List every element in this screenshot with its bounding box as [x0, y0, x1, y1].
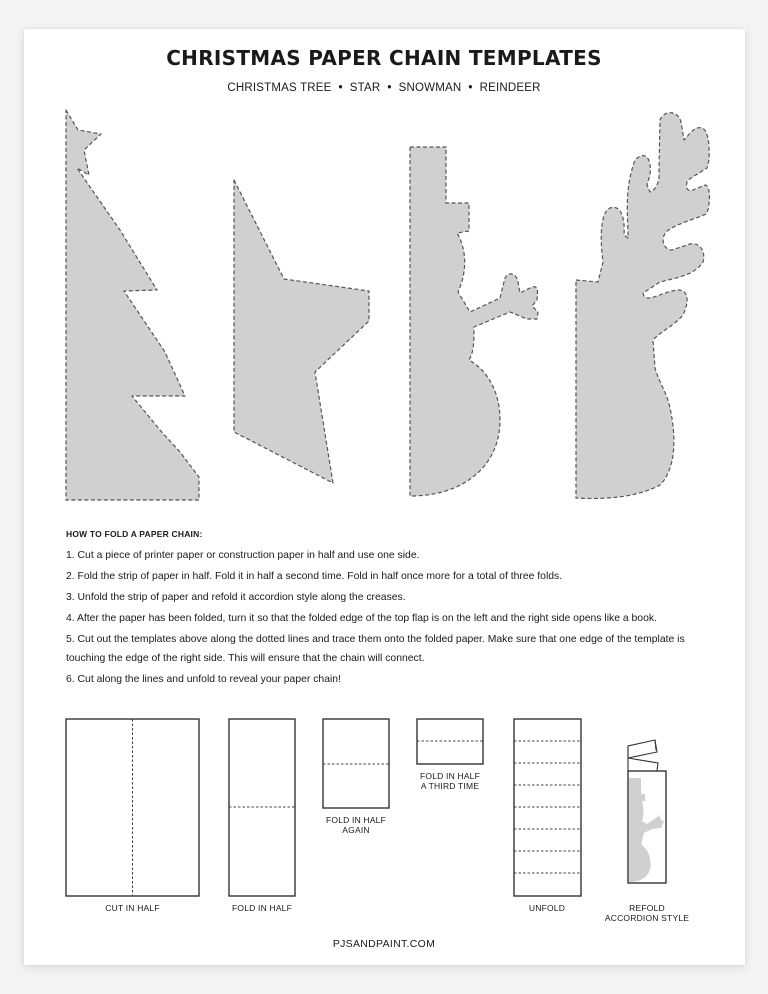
diagram-fold-in-half: [229, 719, 295, 896]
christmas-tree-template: [66, 110, 199, 500]
footer-website: PJSANDPAINT.COM: [332, 938, 436, 950]
caption-line: AGAIN: [342, 825, 370, 835]
subtitle-tree: CHRISTMAS TREE: [227, 82, 332, 94]
separator: •: [387, 82, 392, 94]
instruction-step: 4. After the paper has been folded, turn it so that the folded edge of the top flap is on the left and the right side opens like a book.: [66, 613, 657, 624]
caption-fold-in-half: [212, 903, 312, 913]
instructions-list: [66, 546, 716, 691]
separator: •: [338, 82, 343, 94]
diagram-fold-third-time: [417, 719, 483, 764]
instruction-step: 5. Cut out the templates above along the dotted lines and trace them onto the folded paper. Make sure that one edge of the template is touching the edge of the right side. This will ensure that the chain will connect.: [66, 634, 685, 664]
diagram-cut-in-half: [66, 719, 199, 896]
separator: •: [468, 82, 473, 94]
diagram-refold-accordion: [628, 740, 666, 883]
caption-refold: [597, 903, 697, 923]
instructions-heading: HOW TO FOLD A PAPER CHAIN:: [66, 529, 203, 539]
caption-line: ACCORDION STYLE: [604, 913, 690, 923]
caption-line: CUT IN HALF: [105, 903, 160, 913]
instruction-step: 6. Cut along the lines and unfold to reveal your paper chain!: [66, 674, 341, 685]
subtitle-reindeer: REINDEER: [479, 82, 541, 94]
page-title: CHRISTMAS PAPER CHAIN TEMPLATES: [166, 46, 602, 70]
caption-cut-in-half: [66, 903, 199, 913]
star-template: [234, 180, 369, 483]
caption-line: REFOLD: [629, 903, 665, 913]
caption-unfold: [497, 903, 597, 913]
subtitle-star: STAR: [349, 82, 381, 94]
caption-line: UNFOLD: [528, 903, 566, 913]
caption-line: FOLD IN HALF: [231, 903, 293, 913]
caption-fold-again: [306, 815, 406, 835]
instruction-step: 2. Fold the strip of paper in half. Fold it in half a second time. Fold in half once more for a total of three folds.: [66, 571, 563, 582]
diagram-unfold: [514, 719, 581, 896]
subtitle-snowman: SNOWMAN: [398, 82, 462, 94]
instruction-step: 3. Unfold the strip of paper and refold it accordion style along the creases.: [66, 592, 406, 603]
caption-fold-third-time: [400, 771, 500, 791]
reindeer-template: [576, 113, 709, 499]
caption-line: FOLD IN HALF: [419, 771, 481, 781]
caption-line: A THIRD TIME: [420, 781, 480, 791]
diagram-fold-again: [323, 719, 389, 808]
instruction-step: 1. Cut a piece of printer paper or construction paper in half and use one side.: [66, 550, 420, 561]
snowman-template: [410, 147, 538, 496]
caption-line: FOLD IN HALF: [325, 815, 387, 825]
